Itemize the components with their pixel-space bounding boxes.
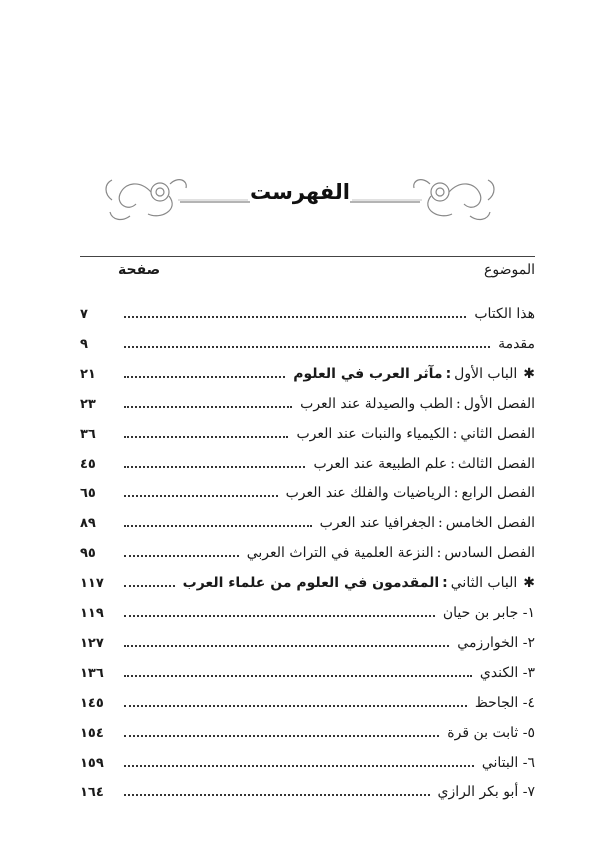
leader-dots	[124, 794, 430, 796]
leader-dots	[124, 735, 439, 737]
toc-entry-title	[447, 725, 535, 741]
toc-entry-title	[474, 306, 535, 322]
toc-page-number: ٦٥	[80, 486, 96, 502]
asterisk-icon: ✱	[523, 575, 535, 592]
toc-entry-text: الرياضيات والفلك عند العرب	[285, 485, 451, 502]
toc-entry-title	[320, 515, 535, 531]
toc-entry-title	[498, 336, 535, 352]
title-ornament	[100, 170, 500, 230]
toc-row	[80, 334, 535, 360]
toc-row	[80, 483, 535, 509]
toc-page-number: ٣٦	[80, 426, 96, 442]
toc-entry-title	[300, 396, 535, 412]
leader-dots	[124, 645, 449, 647]
toc-entry-label: الباب الثاني	[450, 575, 518, 592]
toc-row	[80, 633, 535, 659]
toc-row	[80, 753, 535, 779]
toc-page-number: ١٣٦	[80, 665, 104, 681]
toc-entry-text: ٢- الخوارزمي	[457, 634, 535, 651]
leader-dots	[124, 406, 292, 408]
toc-row	[80, 304, 535, 330]
toc-page-number: ٢١	[80, 366, 96, 382]
toc-entry-text: مقدمة	[498, 335, 535, 352]
toc-row	[80, 603, 535, 629]
toc-entry-label: الفصل الخامس	[445, 515, 535, 532]
toc-entry-text: ٣- الكندي	[479, 664, 535, 681]
toc-entry-text: الجغرافيا عند العرب	[319, 515, 436, 532]
toc-page-number: ٢٣	[80, 396, 96, 412]
toc-page-number: ٨٩	[80, 516, 96, 532]
toc-page-number: ١١٩	[80, 606, 104, 621]
toc-page-number: ٤٥	[80, 456, 96, 472]
toc-entry-text: المقدمون في العلوم من علماء العرب	[182, 575, 440, 592]
leader-dots	[124, 675, 472, 677]
toc-page-number: ١١٧	[80, 576, 104, 592]
toc-page-number: ١٢٧	[80, 635, 104, 651]
toc-entry-title	[482, 755, 535, 771]
toc-page-number: ١٦٤	[80, 785, 104, 801]
toc-row	[80, 663, 535, 689]
toc-entry-label: الفصل الرابع	[461, 485, 535, 502]
toc-row	[80, 543, 535, 569]
asterisk-icon: ✱	[523, 365, 535, 382]
toc-row	[80, 454, 535, 480]
toc-entry-text: ٦- البتاني	[481, 754, 535, 771]
toc-entry-label: الفصل الثاني	[460, 425, 535, 442]
label-separator: :	[456, 395, 461, 412]
toc-row	[80, 723, 535, 749]
leader-dots	[124, 495, 278, 497]
toc-row	[80, 573, 535, 599]
toc-entry-label: الباب الأول	[454, 365, 518, 382]
toc-entry-text: ٥- ثابت بن قرة	[447, 724, 535, 741]
toc-entry-text: مآثر العرب في العلوم	[293, 365, 443, 382]
page-title: الفهرست	[249, 180, 350, 204]
toc-entry-text: النزعة العلمية في التراث العربي	[246, 545, 434, 562]
leader-dots	[124, 765, 474, 767]
label-separator: :	[450, 455, 455, 472]
toc-entry-title	[480, 665, 535, 681]
label-separator: :	[445, 365, 452, 382]
leader-dots	[124, 585, 175, 587]
label-separator: :	[436, 545, 442, 562]
toc-entry-text: ١- جابر بن حيان	[442, 605, 535, 621]
toc-entry-title	[286, 485, 535, 501]
leader-dots	[124, 466, 305, 468]
toc-header	[80, 256, 535, 284]
toc-page-number: ١٥٤	[80, 725, 104, 741]
leader-dots	[124, 376, 285, 378]
toc-row	[80, 513, 535, 539]
toc-entry-title	[296, 426, 535, 442]
label-separator: :	[452, 425, 458, 442]
toc-entry-label: الفصل السادس	[444, 545, 535, 562]
toc-entry-title	[247, 545, 535, 561]
toc-page-number: ٧	[80, 307, 88, 322]
toc-entry-title	[183, 575, 535, 591]
leader-dots	[124, 346, 490, 348]
toc-entry-text: الطب والصيدلة عند العرب	[300, 395, 454, 412]
toc-entry-text: ٧- أبو بكر الرازي	[437, 784, 535, 801]
toc-entry-text: هذا الكتاب	[474, 306, 535, 322]
toc-page-number: ٩	[80, 336, 88, 352]
page-column-header: صفحة	[118, 262, 161, 278]
toc-row	[80, 782, 535, 808]
toc-entry-title	[313, 456, 535, 472]
leader-dots	[124, 615, 435, 617]
label-separator: :	[453, 485, 459, 502]
toc-entry-title	[443, 605, 535, 621]
toc-page-number: ١٥٩	[80, 755, 104, 771]
leader-dots	[124, 705, 467, 707]
toc-page-number: ٩٥	[80, 546, 96, 562]
toc-entry-label: الفصل الأول	[463, 395, 535, 412]
toc-entry-text: الكيمياء والنبات عند العرب	[296, 425, 450, 442]
toc-entry-title	[438, 784, 535, 800]
leader-dots	[124, 316, 466, 318]
label-separator: :	[442, 575, 448, 592]
toc-entry-label: الفصل الثالث	[457, 455, 535, 472]
toc-row	[80, 424, 535, 450]
subject-column-header: الموضوع	[484, 262, 535, 278]
leader-dots	[124, 525, 312, 527]
label-separator: :	[438, 515, 443, 532]
toc-entry-title	[293, 366, 535, 382]
leader-dots	[124, 555, 239, 557]
toc-page-number: ١٤٥	[80, 695, 104, 711]
leader-dots	[124, 436, 288, 438]
toc-row	[80, 364, 535, 390]
toc-row	[80, 394, 535, 420]
toc-entry-text: علم الطبيعة عند العرب	[313, 455, 448, 472]
toc-entry-text: ٤- الجاحظ	[474, 694, 535, 711]
toc-row	[80, 693, 535, 719]
toc-entry-title	[457, 635, 535, 651]
header-rule	[80, 256, 535, 257]
toc-entry-title	[475, 695, 535, 711]
